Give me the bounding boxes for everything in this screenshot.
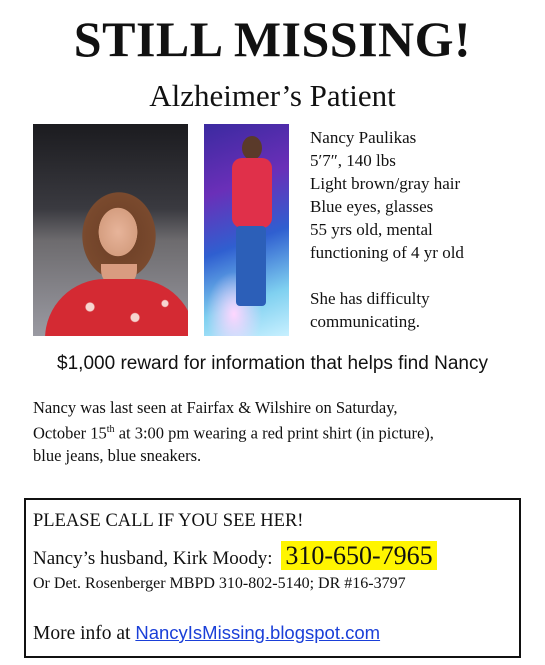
last-seen-line-1: Nancy was last seen at Fairfax & Wilshire on Saturday, (33, 398, 398, 417)
more-info-label: More info at (33, 623, 131, 644)
hair-line: Light brown/gray hair (310, 174, 461, 193)
difficulty-line-2: communicating. (310, 312, 421, 331)
call-title: PLEASE CALL IF YOU SEE HER! (33, 511, 304, 531)
last-seen-paragraph (33, 397, 533, 467)
husband-label: Nancy’s husband, Kirk Moody: (33, 548, 273, 569)
full-body-photo (204, 124, 289, 336)
more-info (33, 624, 380, 644)
eyes-line: Blue eyes, glasses (310, 197, 434, 216)
description-block (310, 126, 530, 333)
detective-contact: Or Det. Rosenberger MBPD 310-802-5140; DR #16-3797 (33, 575, 406, 592)
last-seen-time: at 3:00 pm wearing a red print shirt (in picture), (114, 423, 434, 443)
photo-figure-shirt (232, 158, 272, 228)
functioning-line: functioning of 4 yr old (310, 243, 464, 262)
photo-red-shirt (45, 279, 188, 336)
headline: STILL MISSING! (73, 11, 472, 67)
date-suffix: th (106, 424, 115, 435)
last-seen-date: October 15 (33, 423, 107, 443)
blog-link[interactable]: NancyIsMissing.blogspot.com (135, 622, 381, 643)
last-seen-line-3: blue jeans, blue sneakers. (33, 445, 202, 465)
contact-box (24, 498, 521, 658)
reward-text: $1,000 reward for information that helps find Nancy (57, 353, 488, 374)
husband-phone[interactable]: 310-650-7965 (281, 541, 436, 570)
last-seen-line-2 (33, 419, 533, 445)
subtitle: Alzheimer’s Patient (149, 78, 396, 113)
height-weight-line: 5′7″, 140 lbs (310, 151, 396, 170)
age-line: 55 yrs old, mental (310, 220, 433, 239)
photo-figure-jeans (236, 226, 266, 306)
photo-figure-head (242, 136, 262, 160)
portrait-photo (33, 124, 188, 336)
name-line: Nancy Paulikas (310, 128, 417, 147)
husband-contact (33, 542, 437, 573)
difficulty-line-1: She has difficulty (310, 289, 430, 308)
